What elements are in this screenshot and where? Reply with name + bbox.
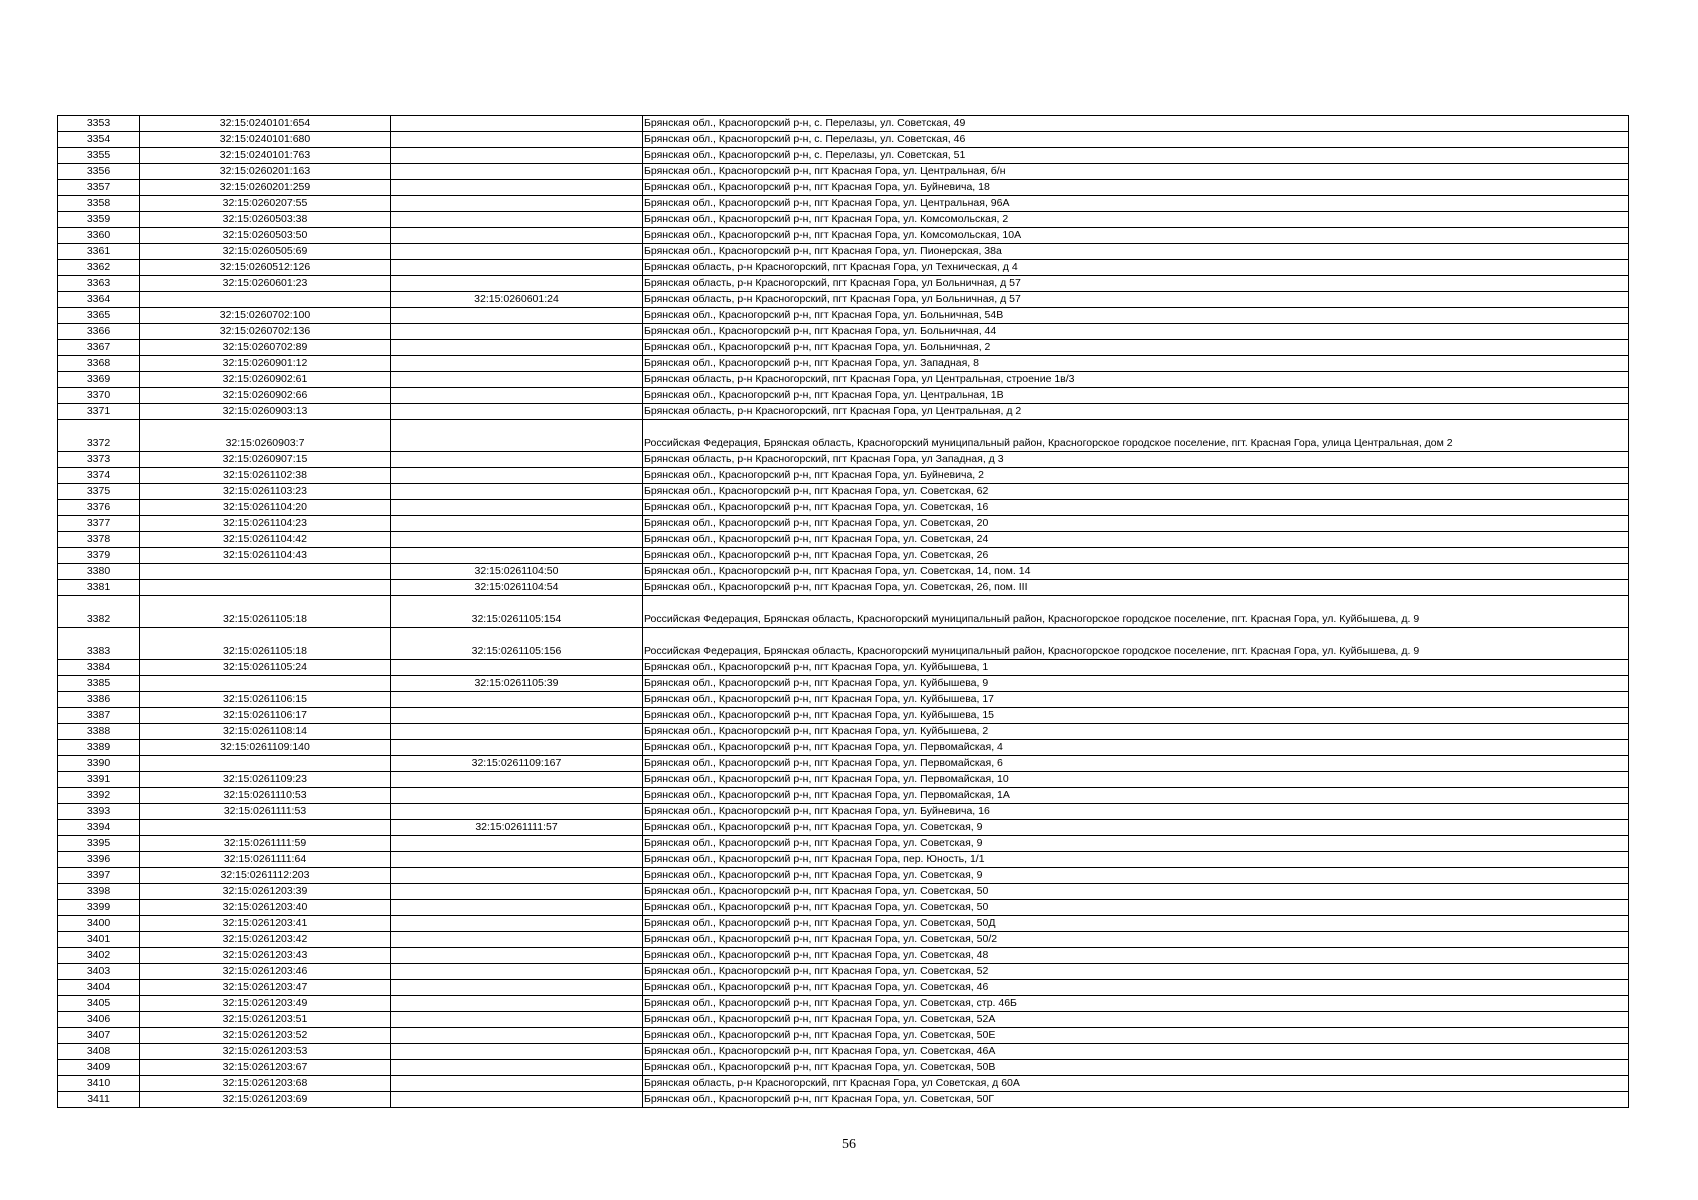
table-row bbox=[58, 500, 1629, 516]
table-row bbox=[58, 724, 1629, 740]
row-number-cell: 3382 bbox=[58, 596, 140, 628]
table-row bbox=[58, 116, 1629, 132]
address-cell: Брянская обл., Красногорский р-н, пгт Красная Гора, ул. Западная, 8 bbox=[643, 356, 1629, 372]
row-number-cell: 3355 bbox=[58, 148, 140, 164]
table-row bbox=[58, 548, 1629, 564]
address-cell: Брянская обл., Красногорский р-н, пгт Красная Гора, ул. Советская, 50Д bbox=[643, 916, 1629, 932]
address-cell: Брянская обл., Красногорский р-н, пгт Красная Гора, ул. Советская, 9 bbox=[643, 820, 1629, 836]
address-cell: Брянская обл., Красногорский р-н, пгт Красная Гора, ул. Больничная, 54В bbox=[643, 308, 1629, 324]
address-cell: Брянская обл., Красногорский р-н, пгт Красная Гора, ул. Пионерская, 38а bbox=[643, 244, 1629, 260]
address-cell: Брянская обл., Красногорский р-н, пгт Красная Гора, ул. Первомайская, 6 bbox=[643, 756, 1629, 772]
row-number-cell: 3386 bbox=[58, 692, 140, 708]
table-row bbox=[58, 340, 1629, 356]
table-row bbox=[58, 132, 1629, 148]
row-number-cell: 3383 bbox=[58, 628, 140, 660]
related-cadastral-number-cell bbox=[391, 1012, 643, 1028]
row-number-cell: 3353 bbox=[58, 116, 140, 132]
table-row bbox=[58, 292, 1629, 308]
address-cell: Брянская обл., Красногорский р-н, пгт Красная Гора, ул. Советская, 24 bbox=[643, 532, 1629, 548]
row-number-cell: 3394 bbox=[58, 820, 140, 836]
table-row bbox=[58, 628, 1629, 660]
cadastral-number-cell: 32:15:0260207:55 bbox=[140, 196, 391, 212]
table-row bbox=[58, 868, 1629, 884]
address-cell: Брянская обл., Красногорский р-н, пгт Красная Гора, ул. Советская, 46А bbox=[643, 1044, 1629, 1060]
table-row bbox=[58, 900, 1629, 916]
related-cadastral-number-cell bbox=[391, 548, 643, 564]
cadastral-number-cell: 32:15:0261106:15 bbox=[140, 692, 391, 708]
row-number-cell: 3388 bbox=[58, 724, 140, 740]
table-row bbox=[58, 788, 1629, 804]
cadastral-number-cell: 32:15:0261203:46 bbox=[140, 964, 391, 980]
related-cadastral-number-cell: 32:15:0261111:57 bbox=[391, 820, 643, 836]
address-cell: Брянская обл., Красногорский р-н, пгт Красная Гора, ул. Комсомольская, 2 bbox=[643, 212, 1629, 228]
address-cell: Брянская обл., Красногорский р-н, пгт Красная Гора, ул. Куйбышева, 1 bbox=[643, 660, 1629, 676]
table-row bbox=[58, 1092, 1629, 1108]
row-number-cell: 3391 bbox=[58, 772, 140, 788]
address-cell: Брянская обл., Красногорский р-н, пгт Красная Гора, ул. Советская, 50Е bbox=[643, 1028, 1629, 1044]
related-cadastral-number-cell bbox=[391, 900, 643, 916]
table-row bbox=[58, 1012, 1629, 1028]
cadastral-number-cell: 32:15:0261203:40 bbox=[140, 900, 391, 916]
table-row bbox=[58, 804, 1629, 820]
table-row bbox=[58, 596, 1629, 628]
cadastral-number-cell: 32:15:0261111:59 bbox=[140, 836, 391, 852]
row-number-cell: 3408 bbox=[58, 1044, 140, 1060]
row-number-cell: 3392 bbox=[58, 788, 140, 804]
table-row bbox=[58, 580, 1629, 596]
cadastral-number-cell: 32:15:0261104:23 bbox=[140, 516, 391, 532]
cadastral-number-cell: 32:15:0261203:69 bbox=[140, 1092, 391, 1108]
cadastral-number-cell: 32:15:0260201:259 bbox=[140, 180, 391, 196]
cadastral-number-cell: 32:15:0260702:136 bbox=[140, 324, 391, 340]
cadastral-number-cell: 32:15:0260512:126 bbox=[140, 260, 391, 276]
row-number-cell: 3359 bbox=[58, 212, 140, 228]
row-number-cell: 3364 bbox=[58, 292, 140, 308]
related-cadastral-number-cell bbox=[391, 916, 643, 932]
related-cadastral-number-cell bbox=[391, 852, 643, 868]
cadastral-number-cell bbox=[140, 580, 391, 596]
related-cadastral-number-cell bbox=[391, 788, 643, 804]
row-number-cell: 3399 bbox=[58, 900, 140, 916]
related-cadastral-number-cell bbox=[391, 1076, 643, 1092]
cadastral-number-cell: 32:15:0261203:68 bbox=[140, 1076, 391, 1092]
related-cadastral-number-cell bbox=[391, 180, 643, 196]
row-number-cell: 3356 bbox=[58, 164, 140, 180]
row-number-cell: 3385 bbox=[58, 676, 140, 692]
row-number-cell: 3396 bbox=[58, 852, 140, 868]
cadastral-number-cell: 32:15:0261108:14 bbox=[140, 724, 391, 740]
cadastral-number-cell: 32:15:0260901:12 bbox=[140, 356, 391, 372]
table-row bbox=[58, 148, 1629, 164]
cadastral-number-cell bbox=[140, 292, 391, 308]
cadastral-number-cell: 32:15:0260201:163 bbox=[140, 164, 391, 180]
related-cadastral-number-cell bbox=[391, 132, 643, 148]
table-row bbox=[58, 1044, 1629, 1060]
address-cell: Брянская обл., Красногорский р-н, пгт Красная Гора, ул. Советская, 9 bbox=[643, 868, 1629, 884]
address-cell: Брянская обл., Красногорский р-н, с. Перелазы, ул. Советская, 49 bbox=[643, 116, 1629, 132]
cadastral-number-cell bbox=[140, 756, 391, 772]
related-cadastral-number-cell bbox=[391, 884, 643, 900]
cadastral-number-cell: 32:15:0261203:51 bbox=[140, 1012, 391, 1028]
cadastral-number-cell: 32:15:0260503:38 bbox=[140, 212, 391, 228]
cadastral-number-cell: 32:15:0240101:680 bbox=[140, 132, 391, 148]
row-number-cell: 3376 bbox=[58, 500, 140, 516]
related-cadastral-number-cell bbox=[391, 932, 643, 948]
address-cell: Брянская область, р-н Красногорский, пгт Красная Гора, ул Западная, д 3 bbox=[643, 452, 1629, 468]
address-cell: Брянская обл., Красногорский р-н, пгт Красная Гора, ул. Советская, 50 bbox=[643, 884, 1629, 900]
related-cadastral-number-cell bbox=[391, 148, 643, 164]
cadastral-number-cell bbox=[140, 676, 391, 692]
cadastral-number-cell: 32:15:0261111:53 bbox=[140, 804, 391, 820]
related-cadastral-number-cell bbox=[391, 804, 643, 820]
related-cadastral-number-cell bbox=[391, 996, 643, 1012]
address-cell: Брянская обл., Красногорский р-н, пгт Красная Гора, ул. Советская, 16 bbox=[643, 500, 1629, 516]
row-number-cell: 3363 bbox=[58, 276, 140, 292]
cadastral-number-cell: 32:15:0261104:42 bbox=[140, 532, 391, 548]
address-cell: Брянская обл., Красногорский р-н, пгт Красная Гора, ул. Центральная, 1В bbox=[643, 388, 1629, 404]
row-number-cell: 3389 bbox=[58, 740, 140, 756]
address-cell: Брянская обл., Красногорский р-н, пгт Красная Гора, ул. Советская, 46 bbox=[643, 980, 1629, 996]
table-row bbox=[58, 564, 1629, 580]
address-cell: Брянская область, р-н Красногорский, пгт Красная Гора, ул Центральная, строение 1в/3 bbox=[643, 372, 1629, 388]
row-number-cell: 3404 bbox=[58, 980, 140, 996]
address-cell: Брянская обл., Красногорский р-н, с. Перелазы, ул. Советская, 46 bbox=[643, 132, 1629, 148]
address-cell: Брянская обл., Красногорский р-н, пгт Красная Гора, ул. Советская, 48 bbox=[643, 948, 1629, 964]
table-row bbox=[58, 980, 1629, 996]
cadastral-number-cell: 32:15:0261203:49 bbox=[140, 996, 391, 1012]
table-row bbox=[58, 324, 1629, 340]
property-table-body bbox=[58, 116, 1629, 1108]
related-cadastral-number-cell: 32:15:0261105:39 bbox=[391, 676, 643, 692]
row-number-cell: 3409 bbox=[58, 1060, 140, 1076]
row-number-cell: 3368 bbox=[58, 356, 140, 372]
related-cadastral-number-cell bbox=[391, 964, 643, 980]
row-number-cell: 3406 bbox=[58, 1012, 140, 1028]
address-cell: Брянская обл., Красногорский р-н, пгт Красная Гора, ул. Первомайская, 10 bbox=[643, 772, 1629, 788]
related-cadastral-number-cell bbox=[391, 660, 643, 676]
row-number-cell: 3373 bbox=[58, 452, 140, 468]
row-number-cell: 3400 bbox=[58, 916, 140, 932]
table-row bbox=[58, 468, 1629, 484]
cadastral-number-cell: 32:15:0260902:61 bbox=[140, 372, 391, 388]
related-cadastral-number-cell bbox=[391, 452, 643, 468]
related-cadastral-number-cell bbox=[391, 868, 643, 884]
related-cadastral-number-cell bbox=[391, 308, 643, 324]
address-cell: Брянская обл., Красногорский р-н, пгт Красная Гора, ул. Буйневича, 2 bbox=[643, 468, 1629, 484]
table-row bbox=[58, 452, 1629, 468]
cadastral-number-cell: 32:15:0240101:763 bbox=[140, 148, 391, 164]
related-cadastral-number-cell bbox=[391, 468, 643, 484]
row-number-cell: 3377 bbox=[58, 516, 140, 532]
related-cadastral-number-cell bbox=[391, 212, 643, 228]
cadastral-number-cell: 32:15:0261111:64 bbox=[140, 852, 391, 868]
address-cell: Брянская обл., Красногорский р-н, пгт Красная Гора, ул. Буйневича, 16 bbox=[643, 804, 1629, 820]
related-cadastral-number-cell bbox=[391, 372, 643, 388]
row-number-cell: 3395 bbox=[58, 836, 140, 852]
cadastral-number-cell: 32:15:0261203:53 bbox=[140, 1044, 391, 1060]
table-row bbox=[58, 692, 1629, 708]
address-cell: Российская Федерация, Брянская область, Красногорский муниципальный район, Красногорское городское поселение, пгт. Красная Гора, ул. Куйбышева, д. 9 bbox=[643, 596, 1629, 628]
cadastral-number-cell: 32:15:0261112:203 bbox=[140, 868, 391, 884]
cadastral-number-cell: 32:15:0261105:18 bbox=[140, 628, 391, 660]
row-number-cell: 3371 bbox=[58, 404, 140, 420]
row-number-cell: 3380 bbox=[58, 564, 140, 580]
address-cell: Брянская обл., Красногорский р-н, пгт Красная Гора, ул. Первомайская, 4 bbox=[643, 740, 1629, 756]
related-cadastral-number-cell bbox=[391, 228, 643, 244]
table-row bbox=[58, 852, 1629, 868]
cadastral-number-cell: 32:15:0261104:43 bbox=[140, 548, 391, 564]
related-cadastral-number-cell bbox=[391, 1060, 643, 1076]
table-row bbox=[58, 1028, 1629, 1044]
related-cadastral-number-cell bbox=[391, 772, 643, 788]
related-cadastral-number-cell bbox=[391, 356, 643, 372]
table-row bbox=[58, 308, 1629, 324]
related-cadastral-number-cell bbox=[391, 500, 643, 516]
address-cell: Брянская обл., Красногорский р-н, пгт Красная Гора, ул. Куйбышева, 9 bbox=[643, 676, 1629, 692]
table-row bbox=[58, 1076, 1629, 1092]
related-cadastral-number-cell bbox=[391, 340, 643, 356]
row-number-cell: 3401 bbox=[58, 932, 140, 948]
address-cell: Брянская обл., Красногорский р-н, пгт Красная Гора, ул. Советская, 50В bbox=[643, 1060, 1629, 1076]
address-cell: Брянская обл., Красногорский р-н, пгт Красная Гора, ул. Советская, 26, пом. III bbox=[643, 580, 1629, 596]
address-cell: Российская Федерация, Брянская область, Красногорский муниципальный район, Красногорское городское поселение, пгт. Красная Гора, улица Центральная, дом 2 bbox=[643, 420, 1629, 452]
address-cell: Брянская обл., Красногорский р-н, пгт Красная Гора, ул. Больничная, 2 bbox=[643, 340, 1629, 356]
address-cell: Брянская обл., Красногорский р-н, пгт Красная Гора, ул. Советская, 62 bbox=[643, 484, 1629, 500]
table-row bbox=[58, 996, 1629, 1012]
cadastral-number-cell: 32:15:0261203:41 bbox=[140, 916, 391, 932]
table-row bbox=[58, 180, 1629, 196]
cadastral-number-cell: 32:15:0261106:17 bbox=[140, 708, 391, 724]
row-number-cell: 3398 bbox=[58, 884, 140, 900]
related-cadastral-number-cell bbox=[391, 1092, 643, 1108]
table-row bbox=[58, 708, 1629, 724]
cadastral-number-cell: 32:15:0260702:89 bbox=[140, 340, 391, 356]
table-row bbox=[58, 836, 1629, 852]
address-cell: Брянская обл., Красногорский р-н, пгт Красная Гора, ул. Центральная, 96А bbox=[643, 196, 1629, 212]
address-cell: Брянская обл., Красногорский р-н, пгт Красная Гора, ул. Буйневича, 18 bbox=[643, 180, 1629, 196]
address-cell: Брянская обл., Красногорский р-н, пгт Красная Гора, пер. Юность, 1/1 bbox=[643, 852, 1629, 868]
table-row bbox=[58, 916, 1629, 932]
cadastral-number-cell: 32:15:0261110:53 bbox=[140, 788, 391, 804]
row-number-cell: 3379 bbox=[58, 548, 140, 564]
address-cell: Брянская обл., Красногорский р-н, пгт Красная Гора, ул. Центральная, б/н bbox=[643, 164, 1629, 180]
related-cadastral-number-cell bbox=[391, 420, 643, 452]
row-number-cell: 3405 bbox=[58, 996, 140, 1012]
row-number-cell: 3367 bbox=[58, 340, 140, 356]
address-cell: Брянская обл., Красногорский р-н, пгт Красная Гора, ул. Советская, 50 bbox=[643, 900, 1629, 916]
cadastral-number-cell: 32:15:0260907:15 bbox=[140, 452, 391, 468]
cadastral-number-cell bbox=[140, 820, 391, 836]
cadastral-number-cell: 32:15:0240101:654 bbox=[140, 116, 391, 132]
cadastral-number-cell: 32:15:0261109:140 bbox=[140, 740, 391, 756]
address-cell: Брянская область, р-н Красногорский, пгт Красная Гора, ул Центральная, д 2 bbox=[643, 404, 1629, 420]
related-cadastral-number-cell bbox=[391, 404, 643, 420]
cadastral-number-cell: 32:15:0261103:23 bbox=[140, 484, 391, 500]
related-cadastral-number-cell bbox=[391, 276, 643, 292]
cadastral-number-cell: 32:15:0261203:47 bbox=[140, 980, 391, 996]
row-number-cell: 3354 bbox=[58, 132, 140, 148]
row-number-cell: 3384 bbox=[58, 660, 140, 676]
related-cadastral-number-cell bbox=[391, 948, 643, 964]
row-number-cell: 3390 bbox=[58, 756, 140, 772]
cadastral-number-cell: 32:15:0261104:20 bbox=[140, 500, 391, 516]
cadastral-number-cell: 32:15:0260702:100 bbox=[140, 308, 391, 324]
related-cadastral-number-cell bbox=[391, 260, 643, 276]
cadastral-number-cell bbox=[140, 564, 391, 580]
table-row bbox=[58, 356, 1629, 372]
row-number-cell: 3387 bbox=[58, 708, 140, 724]
cadastral-number-cell: 32:15:0260601:23 bbox=[140, 276, 391, 292]
related-cadastral-number-cell: 32:15:0261104:50 bbox=[391, 564, 643, 580]
table-row bbox=[58, 228, 1629, 244]
row-number-cell: 3366 bbox=[58, 324, 140, 340]
cadastral-number-cell: 32:15:0261203:39 bbox=[140, 884, 391, 900]
table-row bbox=[58, 244, 1629, 260]
table-row bbox=[58, 276, 1629, 292]
row-number-cell: 3381 bbox=[58, 580, 140, 596]
related-cadastral-number-cell bbox=[391, 1044, 643, 1060]
table-row bbox=[58, 212, 1629, 228]
cadastral-number-cell: 32:15:0261102:38 bbox=[140, 468, 391, 484]
table-row bbox=[58, 404, 1629, 420]
address-cell: Брянская обл., Красногорский р-н, пгт Красная Гора, ул. Советская, 50/2 bbox=[643, 932, 1629, 948]
table-row bbox=[58, 676, 1629, 692]
table-row bbox=[58, 772, 1629, 788]
address-cell: Брянская обл., Красногорский р-н, пгт Красная Гора, ул. Куйбышева, 17 bbox=[643, 692, 1629, 708]
cadastral-number-cell: 32:15:0261203:67 bbox=[140, 1060, 391, 1076]
cadastral-number-cell: 32:15:0261105:18 bbox=[140, 596, 391, 628]
row-number-cell: 3372 bbox=[58, 420, 140, 452]
row-number-cell: 3369 bbox=[58, 372, 140, 388]
address-cell: Брянская обл., Красногорский р-н, пгт Красная Гора, ул. Первомайская, 1А bbox=[643, 788, 1629, 804]
row-number-cell: 3403 bbox=[58, 964, 140, 980]
row-number-cell: 3362 bbox=[58, 260, 140, 276]
cadastral-number-cell: 32:15:0260503:50 bbox=[140, 228, 391, 244]
related-cadastral-number-cell bbox=[391, 740, 643, 756]
row-number-cell: 3357 bbox=[58, 180, 140, 196]
table-row bbox=[58, 932, 1629, 948]
address-cell: Брянская обл., Красногорский р-н, пгт Красная Гора, ул. Советская, 26 bbox=[643, 548, 1629, 564]
cadastral-number-cell: 32:15:0260505:69 bbox=[140, 244, 391, 260]
related-cadastral-number-cell: 32:15:0261109:167 bbox=[391, 756, 643, 772]
table-row bbox=[58, 948, 1629, 964]
address-cell: Брянская обл., Красногорский р-н, пгт Красная Гора, ул. Советская, 9 bbox=[643, 836, 1629, 852]
related-cadastral-number-cell bbox=[391, 836, 643, 852]
property-table bbox=[57, 115, 1629, 1108]
address-cell: Брянская область, р-н Красногорский, пгт Красная Гора, ул Советская, д 60А bbox=[643, 1076, 1629, 1092]
address-cell: Брянская обл., Красногорский р-н, пгт Красная Гора, ул. Советская, 20 bbox=[643, 516, 1629, 532]
related-cadastral-number-cell: 32:15:0261105:156 bbox=[391, 628, 643, 660]
table-row bbox=[58, 756, 1629, 772]
related-cadastral-number-cell: 32:15:0260601:24 bbox=[391, 292, 643, 308]
related-cadastral-number-cell bbox=[391, 164, 643, 180]
row-number-cell: 3370 bbox=[58, 388, 140, 404]
related-cadastral-number-cell bbox=[391, 516, 643, 532]
table-row bbox=[58, 964, 1629, 980]
address-cell: Брянская обл., Красногорский р-н, пгт Красная Гора, ул. Советская, 14, пом. 14 bbox=[643, 564, 1629, 580]
cadastral-number-cell: 32:15:0260903:7 bbox=[140, 420, 391, 452]
related-cadastral-number-cell: 32:15:0261104:54 bbox=[391, 580, 643, 596]
row-number-cell: 3411 bbox=[58, 1092, 140, 1108]
address-cell: Брянская область, р-н Красногорский, пгт Красная Гора, ул Техническая, д 4 bbox=[643, 260, 1629, 276]
page-number: 56 bbox=[842, 1137, 856, 1152]
address-cell: Брянская обл., Красногорский р-н, пгт Красная Гора, ул. Больничная, 44 bbox=[643, 324, 1629, 340]
table-row bbox=[58, 484, 1629, 500]
row-number-cell: 3378 bbox=[58, 532, 140, 548]
address-cell: Брянская обл., Красногорский р-н, пгт Красная Гора, ул. Куйбышева, 15 bbox=[643, 708, 1629, 724]
table-row bbox=[58, 820, 1629, 836]
related-cadastral-number-cell bbox=[391, 388, 643, 404]
table-row bbox=[58, 164, 1629, 180]
cadastral-number-cell: 32:15:0261203:42 bbox=[140, 932, 391, 948]
related-cadastral-number-cell bbox=[391, 244, 643, 260]
table-row bbox=[58, 740, 1629, 756]
address-cell: Брянская обл., Красногорский р-н, пгт Красная Гора, ул. Советская, стр. 46Б bbox=[643, 996, 1629, 1012]
row-number-cell: 3358 bbox=[58, 196, 140, 212]
table-row bbox=[58, 516, 1629, 532]
table-row bbox=[58, 388, 1629, 404]
address-cell: Брянская обл., Красногорский р-н, пгт Красная Гора, ул. Советская, 50Г bbox=[643, 1092, 1629, 1108]
row-number-cell: 3374 bbox=[58, 468, 140, 484]
row-number-cell: 3375 bbox=[58, 484, 140, 500]
address-cell: Брянская область, р-н Красногорский, пгт Красная Гора, ул Больничная, д 57 bbox=[643, 276, 1629, 292]
table-row bbox=[58, 660, 1629, 676]
table-row bbox=[58, 884, 1629, 900]
row-number-cell: 3410 bbox=[58, 1076, 140, 1092]
cadastral-number-cell: 32:15:0261105:24 bbox=[140, 660, 391, 676]
address-cell: Брянская обл., Красногорский р-н, пгт Красная Гора, ул. Куйбышева, 2 bbox=[643, 724, 1629, 740]
address-cell: Брянская область, р-н Красногорский, пгт Красная Гора, ул Больничная, д 57 bbox=[643, 292, 1629, 308]
related-cadastral-number-cell bbox=[391, 724, 643, 740]
related-cadastral-number-cell bbox=[391, 692, 643, 708]
address-cell: Брянская обл., Красногорский р-н, пгт Красная Гора, ул. Советская, 52 bbox=[643, 964, 1629, 980]
cadastral-number-cell: 32:15:0261109:23 bbox=[140, 772, 391, 788]
related-cadastral-number-cell bbox=[391, 196, 643, 212]
address-cell: Российская Федерация, Брянская область, Красногорский муниципальный район, Красногорское городское поселение, пгт. Красная Гора, ул. Куйбышева, д. 9 bbox=[643, 628, 1629, 660]
row-number-cell: 3365 bbox=[58, 308, 140, 324]
row-number-cell: 3397 bbox=[58, 868, 140, 884]
table-row bbox=[58, 1060, 1629, 1076]
table-row bbox=[58, 196, 1629, 212]
related-cadastral-number-cell bbox=[391, 532, 643, 548]
cadastral-number-cell: 32:15:0261203:43 bbox=[140, 948, 391, 964]
row-number-cell: 3402 bbox=[58, 948, 140, 964]
related-cadastral-number-cell bbox=[391, 980, 643, 996]
address-cell: Брянская обл., Красногорский р-н, пгт Красная Гора, ул. Комсомольская, 10А bbox=[643, 228, 1629, 244]
related-cadastral-number-cell bbox=[391, 484, 643, 500]
related-cadastral-number-cell bbox=[391, 116, 643, 132]
address-cell: Брянская обл., Красногорский р-н, пгт Красная Гора, ул. Советская, 52А bbox=[643, 1012, 1629, 1028]
related-cadastral-number-cell bbox=[391, 324, 643, 340]
row-number-cell: 3393 bbox=[58, 804, 140, 820]
row-number-cell: 3407 bbox=[58, 1028, 140, 1044]
related-cadastral-number-cell: 32:15:0261105:154 bbox=[391, 596, 643, 628]
related-cadastral-number-cell bbox=[391, 708, 643, 724]
row-number-cell: 3360 bbox=[58, 228, 140, 244]
row-number-cell: 3361 bbox=[58, 244, 140, 260]
cadastral-number-cell: 32:15:0261203:52 bbox=[140, 1028, 391, 1044]
table-row bbox=[58, 372, 1629, 388]
cadastral-number-cell: 32:15:0260902:66 bbox=[140, 388, 391, 404]
table-row bbox=[58, 260, 1629, 276]
related-cadastral-number-cell bbox=[391, 1028, 643, 1044]
cadastral-number-cell: 32:15:0260903:13 bbox=[140, 404, 391, 420]
table-row bbox=[58, 532, 1629, 548]
table-row bbox=[58, 420, 1629, 452]
address-cell: Брянская обл., Красногорский р-н, с. Перелазы, ул. Советская, 51 bbox=[643, 148, 1629, 164]
